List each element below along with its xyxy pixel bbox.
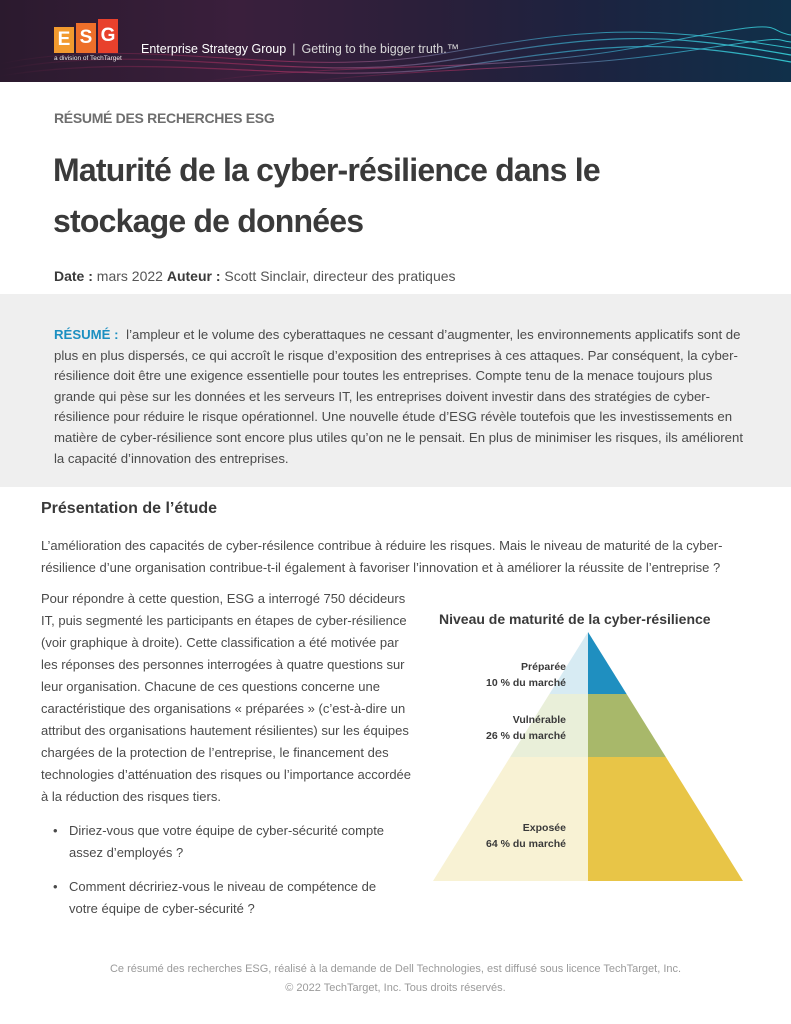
author-label: Auteur : — [166, 268, 221, 284]
tier-label-1: Vulnérable — [512, 714, 566, 726]
summary-label: RÉSUMÉ : — [54, 327, 119, 342]
esg-logo[interactable] — [54, 19, 122, 62]
logo-letter-g: G — [98, 19, 118, 53]
brand-tagline: Getting to the bigger truth.™ — [301, 42, 460, 56]
footer — [0, 960, 791, 998]
tier-value-0: 10 % du marché — [486, 677, 566, 689]
tier-value-2: 64 % du marché — [486, 838, 566, 850]
document-eyebrow: RÉSUMÉ DES RECHERCHES ESG — [54, 110, 275, 126]
section-heading: Présentation de l’étude — [41, 500, 218, 517]
pyramid-tier-left-2 — [433, 757, 588, 881]
tier-label-0: Préparée — [521, 661, 566, 673]
tier-value-1: 26 % du marché — [486, 730, 566, 742]
date-label: Date : — [54, 268, 93, 284]
tier-label-2: Exposée — [522, 822, 566, 834]
brand-line — [141, 42, 459, 56]
summary-paragraph — [54, 325, 744, 469]
bullet-text: Comment décririez-vous le niveau de compétence de votre équipe de cyber-sécurité ? — [69, 879, 377, 916]
summary-text: l’ampleur et le volume des cyberattaques ne cessant d’augmenter, les environnements applicatifs sont de plus en plus dispersés, ce qui accroît le risque d’exposition des entreprises à ces attaques. Par conséquent, la cyber-résilience doit être une exigence essentielle pour toutes les entreprises. Compte tenu de la menace toujours plus grande qui pèse sur les données et les serveurs IT, les entreprises doivent investir dans des stratégies de cyber-résilience pour réduire le risque opérationnel. Une nouvelle étude d’ESG révèle toutefois que les investissements en matière de cyber-résilience sont encore plus utiles qu’on ne le pensait. En plus de minimiser les risques, ils améliorent la capacité d’innovation des entreprises. — [54, 327, 744, 466]
section-body: Pour répondre à cette question, ESG a interrogé 750 décideurs IT, puis segmenté les participants en étapes de cyber-résilience (voir graphique à droite). Cette classification a été motivée par les réponses des personnes interrogées à quatre questions sur leur organisation. Chacune de ces questions concerne une caractéristique des organisations « préparées » (c’est-à-dire un attribut des organisations hautement résilientes) sur les équipes chargées de la protection de l’entreprise, le financement des technologies d’atténuation des risques ou l’importance accordée à la réduction des risques tiers. — [41, 591, 412, 804]
list-item — [41, 820, 401, 864]
brand-separator: | — [292, 42, 296, 56]
bullet-text: Diriez-vous que votre équipe de cyber-sécurité compte assez d’employés ? — [69, 823, 385, 860]
logo-letter-e: E — [54, 27, 74, 53]
section-intro: L’amélioration des capacités de cyber-résilence contribue à réduire les risques. Mais le niveau de maturité de la cyber-résilience d’une organisation contribue-t-il également à favoriser l’innovation et à améliorer la réussite de l’entreprise ? — [41, 538, 723, 575]
author-value: Scott Sinclair, directeur des pratiques — [224, 268, 456, 284]
list-item — [41, 876, 401, 920]
pyramid-tier-0 — [588, 632, 627, 694]
header-banner — [0, 0, 791, 82]
pyramid-tier-1 — [588, 694, 666, 757]
logo-letter-s: S — [76, 23, 96, 53]
date-value: mars 2022 — [96, 268, 163, 284]
footer-copyright: © 2022 TechTarget, Inc. Tous droits réservés. — [285, 982, 506, 994]
chart-title: Niveau de maturité de la cyber-résilience — [439, 611, 711, 627]
summary-box — [0, 294, 791, 487]
footer-license: Ce résumé des recherches ESG, réalisé à la demande de Dell Technologies, est diffusé sous licence TechTarget, Inc. — [109, 963, 682, 975]
brand-name: Enterprise Strategy Group — [141, 42, 287, 56]
pyramid-tier-2 — [588, 757, 743, 881]
maturity-pyramid-chart — [415, 620, 755, 890]
bullet-marker: • — [53, 879, 58, 894]
page-title: Maturité de la cyber-résilience dans le stockage de données — [53, 152, 600, 239]
question-list — [41, 820, 401, 932]
logo-subtitle: a division of TechTarget — [54, 55, 122, 62]
document-meta — [54, 268, 456, 284]
bullet-marker: • — [53, 823, 58, 838]
